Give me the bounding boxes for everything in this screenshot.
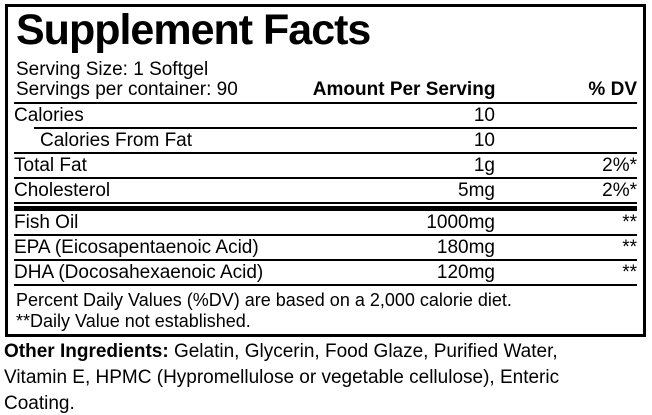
nutrient-dv: ** [622, 262, 637, 283]
other-ingredients-line1 [4, 339, 648, 365]
nutrient-amount: 1g [473, 155, 495, 176]
nutrient-amount: 10 [473, 105, 495, 126]
serving-size: Serving Size: 1 Softgel [16, 59, 209, 80]
footnote-daily-values: Percent Daily Values (%DV) are based on a 2,000 calorie diet. [16, 290, 512, 310]
other-ingredients-text: Gelatin, Glycerin, Food Glaze, Purified Water, [168, 341, 558, 362]
nutrient-row-cholesterol [14, 179, 637, 204]
servings-per-container: Servings per container: 90 [16, 79, 238, 100]
nutrient-name: EPA (Eicosapentaenoic Acid) [14, 237, 259, 258]
nutrient-amount: 120mg [436, 262, 495, 283]
nutrient-dv: 2%* [602, 180, 637, 201]
nutrient-name: DHA (Docosahexaenoic Acid) [14, 262, 264, 283]
panel-title: Supplement Facts [16, 6, 371, 54]
other-ingredients-label: Other Ingredients: [4, 341, 169, 362]
nutrient-row-dha [14, 261, 637, 286]
supplement-facts-box [5, 4, 646, 337]
nutrient-dv: ** [622, 212, 637, 233]
nutrient-name: Fish Oil [14, 212, 79, 233]
nutrient-name: Calories From Fat [40, 130, 193, 151]
nutrient-name: Calories [14, 105, 84, 126]
nutrient-amount: 5mg [458, 180, 495, 201]
other-ingredients [4, 339, 648, 415]
nutrient-dv [495, 129, 637, 152]
nutrient-row-calories-from-fat [14, 129, 637, 154]
nutrient-dv: ** [622, 237, 637, 258]
column-header-amount: Amount Per Serving [312, 79, 496, 100]
nutrient-name: Total Fat [14, 155, 87, 176]
nutrient-row-calories [14, 104, 637, 127]
nutrient-row-fish-oil [14, 211, 637, 236]
nutrient-amount: 1000mg [426, 212, 495, 233]
column-header-dv: % DV [588, 79, 637, 100]
nutrient-name: Cholesterol [14, 180, 111, 201]
footnote-not-established: **Daily Value not established. [16, 311, 251, 331]
other-ingredients-line2: Vitamin E, HPMC (Hypromellulose or vegetable cellulose), Enteric [4, 367, 560, 388]
nutrient-amount: 10 [473, 130, 495, 151]
nutrient-dv [495, 104, 637, 127]
nutrient-dv: 2%* [602, 155, 637, 176]
column-header-row [14, 80, 637, 104]
footnote [14, 286, 637, 332]
nutrient-row-total-fat [14, 154, 637, 179]
nutrient-row-epa [14, 236, 637, 261]
nutrient-amount: 180mg [436, 237, 495, 258]
other-ingredients-line3: Coating. [4, 393, 75, 414]
